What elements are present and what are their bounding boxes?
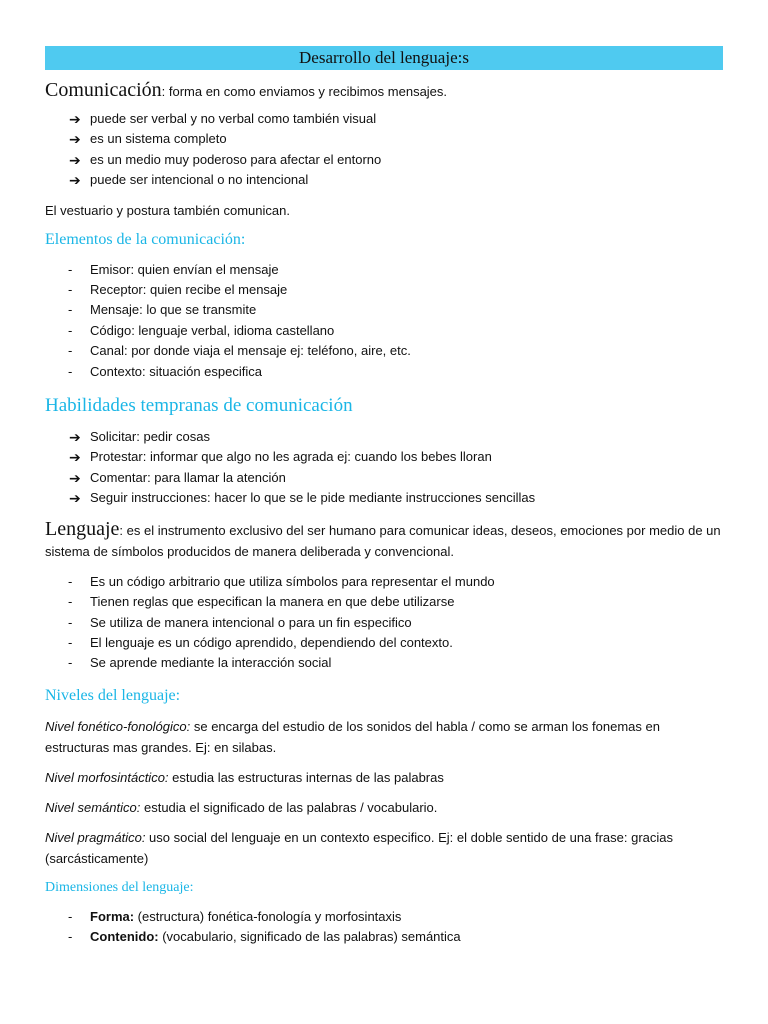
list-item-text: puede ser intencional o no intencional (90, 172, 309, 188)
list-item-text: Seguir instrucciones: hacer lo que se le pide mediante instrucciones sencillas (90, 490, 536, 506)
list-item (45, 447, 723, 467)
dimension-text: (vocabulario, significado de las palabras) semántica (158, 929, 461, 945)
nivel-item (45, 716, 723, 758)
dash-marker: - (68, 634, 73, 650)
dimensiones-list (45, 907, 723, 948)
arrow-icon: ➔ (69, 429, 81, 446)
nivel-item (45, 767, 723, 788)
list-item (45, 300, 723, 320)
list-item (45, 170, 723, 190)
dash-marker: - (68, 929, 73, 945)
list-item-text: Se aprende mediante la interacción social (90, 655, 332, 671)
list-item (45, 907, 723, 927)
list-item-text: puede ser verbal y no verbal como también visual (90, 111, 377, 126)
elementos-list (45, 260, 723, 382)
arrow-icon: ➔ (69, 151, 81, 168)
arrow-icon: ➔ (69, 469, 81, 486)
list-item (45, 927, 723, 947)
list-item (45, 613, 723, 633)
dash-marker: - (68, 655, 73, 671)
list-item-text: es un medio muy poderoso para afectar el entorno (90, 151, 382, 167)
dash-marker: - (68, 573, 73, 589)
arrow-icon: ➔ (69, 131, 81, 148)
list-item-text: El lenguaje es un código aprendido, dependiendo del contexto. (90, 634, 453, 650)
nivel-label: Nivel morfosintáctico: (45, 769, 169, 785)
dimension-text: (estructura) fonética-fonología y morfosintaxis (134, 908, 402, 924)
dash-marker: - (68, 594, 73, 610)
list-item-text: Canal: por donde viaja el mensaje ej: teléfono, aire, etc. (90, 343, 411, 359)
list-item (45, 592, 723, 612)
list-item-text: Mensaje: lo que se transmite (90, 302, 257, 318)
comunicacion-definition (45, 80, 723, 102)
list-item (45, 280, 723, 300)
comunicacion-term: Comunicación (45, 79, 162, 101)
page-title: Desarrollo del lenguaje:s (45, 46, 723, 70)
list-item-text: Código: lenguaje verbal, idioma castellano (90, 322, 335, 338)
nivel-text: se encarga del estudio de los sonidos del habla / como se arman los fonemas en estructuras mas grandes. Ej: en silabas. (45, 718, 660, 755)
nivel-label: Nivel semántico: (45, 799, 141, 815)
lenguaje-definition-text: : es el instrumento exclusivo del ser humano para comunicar ideas, deseos, emociones por medio de un sistema de símbolos producidos de manera deliberada y convencional. (45, 522, 721, 559)
comunicacion-definition-text: : forma en como enviamos y recibimos mensajes. (161, 84, 448, 99)
comunicacion-bullets (45, 109, 723, 191)
nivel-text: estudia el significado de las palabras / vocabulario. (140, 799, 438, 815)
list-item (45, 341, 723, 361)
dash-marker: - (68, 261, 73, 277)
arrow-icon: ➔ (69, 111, 81, 127)
dimension-label: Contenido: (90, 929, 159, 945)
list-item (45, 653, 723, 673)
list-item (45, 150, 723, 170)
list-item-text: Se utiliza de manera intencional o para un fin especifico (90, 614, 412, 630)
habilidades-list (45, 427, 723, 509)
dash-marker: - (68, 343, 73, 359)
list-item (45, 427, 723, 447)
list-item (45, 129, 723, 149)
list-item-text: Protestar: informar que algo no les agrada ej: cuando los bebes lloran (90, 449, 492, 465)
dash-marker: - (68, 614, 73, 630)
nivel-item (45, 827, 723, 869)
nivel-text: estudia las estructuras internas de las palabras (168, 769, 444, 785)
list-item (45, 109, 723, 129)
list-item-text: Solicitar: pedir cosas (90, 429, 210, 445)
nivel-text: uso social del lenguaje en un contexto especifico. Ej: el doble sentido de una frase: gracias (sarcásticamente) (45, 829, 673, 866)
list-item (45, 633, 723, 653)
list-item-text: Es un código arbitrario que utiliza símbolos para representar el mundo (90, 573, 495, 589)
nivel-label: Nivel pragmático: (45, 829, 146, 845)
list-item (45, 362, 723, 382)
dash-marker: - (68, 302, 73, 318)
list-item-text: Contexto: situación especifica (90, 363, 262, 379)
list-item (45, 572, 723, 592)
list-item-text: Receptor: quien recibe el mensaje (90, 282, 288, 298)
arrow-icon: ➔ (69, 172, 81, 189)
dash-marker: - (68, 908, 73, 924)
dimensiones-heading: Dimensiones del lenguaje: (45, 879, 194, 895)
lenguaje-definition (45, 519, 723, 562)
dash-marker: - (68, 282, 73, 298)
list-item (45, 321, 723, 341)
arrow-icon: ➔ (69, 490, 81, 507)
document-page (45, 46, 723, 948)
list-item (45, 468, 723, 488)
dimension-label: Forma: (90, 908, 135, 924)
comunicacion-note: El vestuario y postura también comunican. (45, 202, 290, 218)
nivel-item (45, 797, 723, 818)
list-item-text: es un sistema completo (90, 131, 227, 147)
dash-marker: - (68, 363, 73, 379)
lenguaje-term: Lenguaje (45, 517, 120, 540)
nivel-label: Nivel fonético-fonológico: (45, 718, 191, 734)
list-item-text: Emisor: quien envían el mensaje (90, 261, 279, 277)
arrow-icon: ➔ (69, 449, 81, 466)
niveles-heading: Niveles del lenguaje: (45, 686, 181, 704)
list-item (45, 260, 723, 280)
lenguaje-list (45, 572, 723, 674)
dash-marker: - (68, 322, 73, 338)
list-item-text: Comentar: para llamar la atención (90, 469, 286, 485)
list-item (45, 488, 723, 508)
habilidades-heading: Habilidades tempranas de comunicación (45, 395, 353, 417)
list-item-text: Tienen reglas que especifican la manera en que debe utilizarse (90, 594, 455, 610)
elementos-heading: Elementos de la comunicación: (45, 230, 246, 248)
